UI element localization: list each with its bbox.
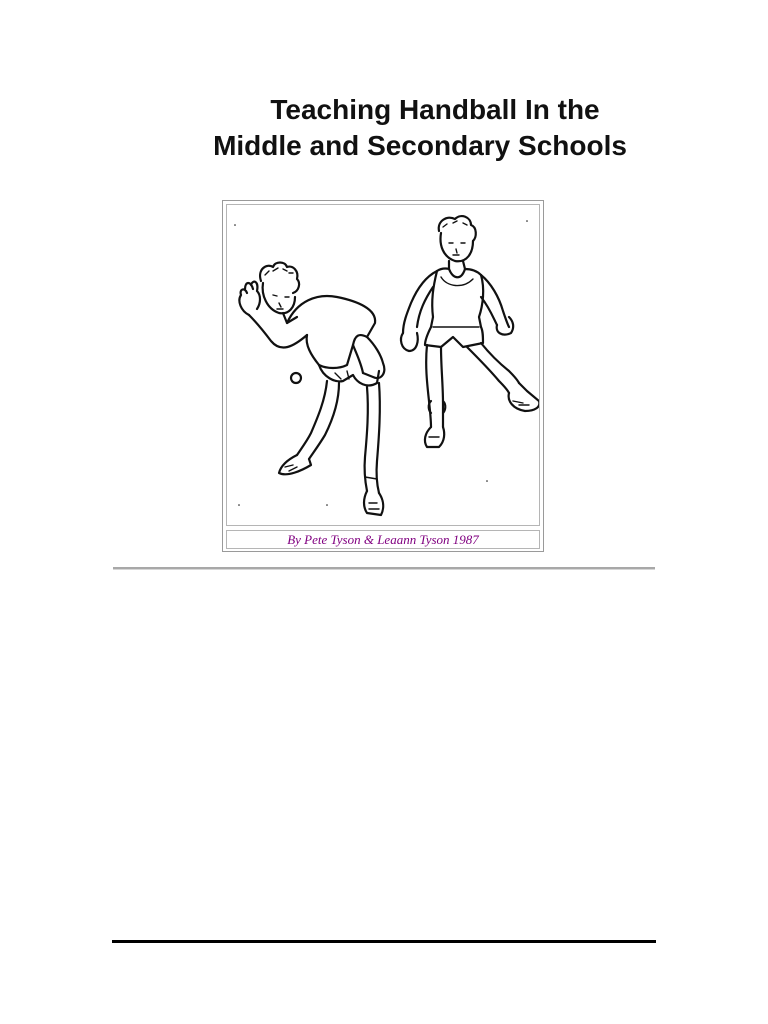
horizontal-rule-top xyxy=(113,567,655,570)
player-left-drawing xyxy=(239,263,384,516)
handball-players-illustration xyxy=(227,205,539,525)
document-title xyxy=(150,92,690,164)
title-line-2: Middle and Secondary Schools xyxy=(213,130,627,161)
player-right-drawing xyxy=(401,216,539,447)
figure-caption: By Pete Tyson & Leaann Tyson 1987 xyxy=(226,530,540,549)
title-line-1: Teaching Handball In the xyxy=(270,94,600,125)
illustration-cell xyxy=(226,204,540,526)
horizontal-rule-bottom xyxy=(112,940,656,943)
figure-frame xyxy=(222,200,544,552)
